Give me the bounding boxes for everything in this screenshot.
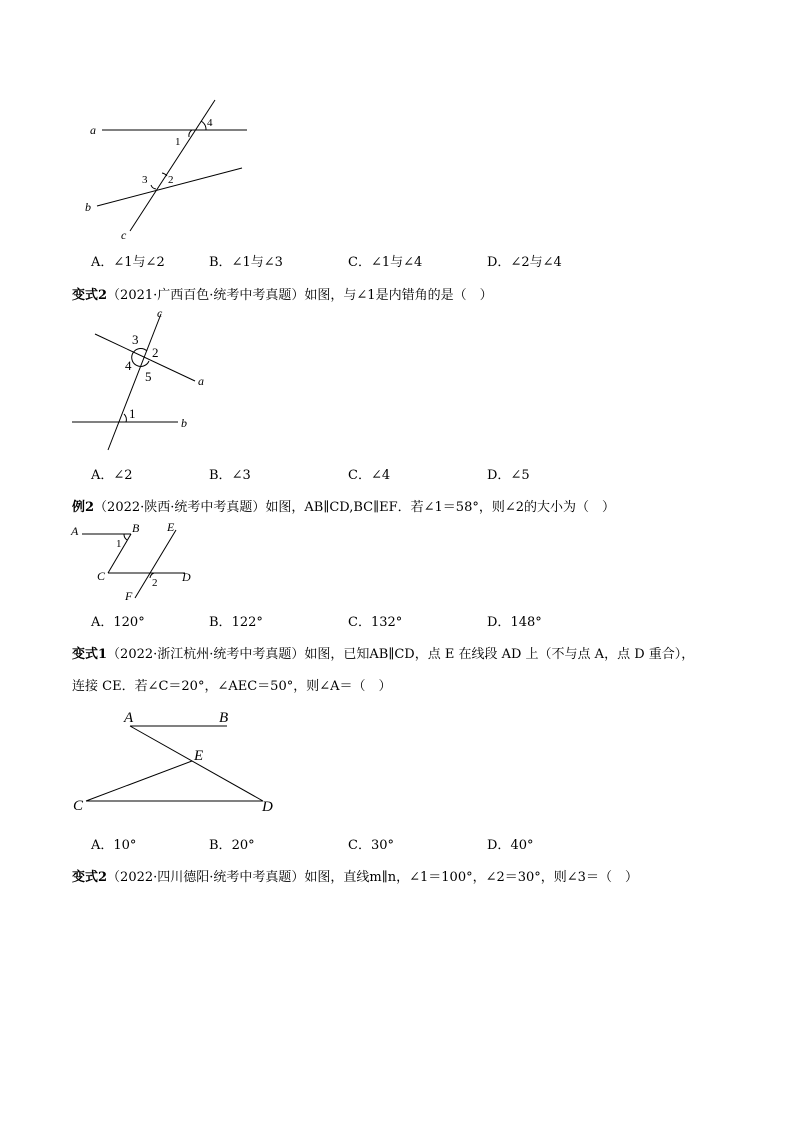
option-text: 148° bbox=[510, 615, 542, 630]
option-text: ∠2 bbox=[113, 468, 133, 483]
label-D: D bbox=[182, 570, 191, 584]
question-stem: 如图，直线m∥n，∠1＝100°，∠2＝30°，则∠3＝（ ） bbox=[304, 870, 638, 885]
option-text: ∠1与∠2 bbox=[113, 255, 165, 270]
option-d[interactable] bbox=[487, 611, 542, 630]
label-angle-2: 2 bbox=[152, 577, 158, 589]
label-a: a bbox=[90, 123, 96, 137]
angle-arc-3 bbox=[151, 185, 156, 189]
label-B: B bbox=[219, 710, 229, 726]
label-angle-3: 3 bbox=[142, 174, 148, 186]
label-angle-2: 2 bbox=[168, 174, 174, 186]
option-b[interactable] bbox=[209, 611, 263, 630]
option-key: C． bbox=[348, 615, 371, 630]
option-a[interactable] bbox=[91, 834, 136, 853]
question-tag: 变式1 bbox=[72, 647, 108, 662]
option-a[interactable] bbox=[91, 251, 165, 270]
option-text: 20° bbox=[231, 838, 255, 853]
label-E: E bbox=[167, 520, 175, 534]
option-b[interactable] bbox=[209, 251, 283, 270]
option-text: 120° bbox=[113, 615, 145, 630]
label-angle-1: 1 bbox=[116, 538, 122, 550]
question-source: （2021·广西百色·统考中考真题） bbox=[107, 288, 305, 303]
figure-parallel-lines-1 bbox=[80, 95, 260, 245]
label-E: E bbox=[194, 748, 204, 764]
question-tag: 变式2 bbox=[72, 288, 108, 303]
question-source: （2022·四川德阳·统考中考真题） bbox=[107, 870, 305, 885]
label-C: C bbox=[73, 798, 84, 814]
option-b[interactable] bbox=[209, 464, 251, 483]
option-key: C． bbox=[348, 838, 371, 853]
option-key: A． bbox=[91, 838, 114, 853]
option-text: 132° bbox=[370, 615, 403, 630]
label-angle-4: 4 bbox=[207, 117, 213, 129]
label-angle-2: 2 bbox=[152, 345, 159, 360]
option-d[interactable] bbox=[487, 464, 530, 483]
label-B: B bbox=[132, 521, 140, 535]
option-key: A． bbox=[91, 615, 114, 630]
option-text: ∠2与∠4 bbox=[510, 255, 562, 270]
option-key: B． bbox=[209, 468, 232, 483]
angle-arc-1 bbox=[124, 534, 127, 540]
option-text: 10° bbox=[113, 838, 137, 853]
segment-ce bbox=[86, 761, 192, 801]
option-c[interactable] bbox=[348, 611, 402, 630]
question-stem-line1: 如图，已知AB∥CD，点 E 在线段 AD 上（不与点 A，点 D 重合）， bbox=[304, 647, 695, 662]
question-stem: 如图，与∠1是内错角的是（ ） bbox=[304, 288, 493, 303]
angle-arc-1 bbox=[124, 414, 126, 422]
option-d[interactable] bbox=[487, 834, 533, 853]
option-key: D． bbox=[487, 468, 511, 483]
question-var2-deyang bbox=[72, 866, 638, 885]
question-example2 bbox=[72, 496, 615, 515]
label-b: b bbox=[85, 200, 91, 214]
label-c: c bbox=[157, 306, 163, 320]
label-b: b bbox=[181, 416, 187, 430]
option-key: B． bbox=[209, 255, 232, 270]
option-text: ∠1与∠3 bbox=[231, 255, 283, 270]
option-c[interactable] bbox=[348, 251, 422, 270]
option-text: ∠1与∠4 bbox=[370, 255, 423, 270]
option-b[interactable] bbox=[209, 834, 255, 853]
option-text: 122° bbox=[231, 615, 263, 630]
option-key: D． bbox=[487, 838, 511, 853]
option-text: 30° bbox=[370, 838, 394, 853]
question-var2-baise bbox=[72, 284, 493, 303]
label-angle-3: 3 bbox=[132, 332, 139, 347]
option-key: B． bbox=[209, 838, 232, 853]
option-key: C． bbox=[348, 255, 371, 270]
option-a[interactable] bbox=[91, 611, 145, 630]
question-source: （2022·陕西·统考中考真题） bbox=[94, 500, 266, 515]
option-key: A． bbox=[91, 255, 114, 270]
option-key: B． bbox=[209, 615, 232, 630]
question-stem: 如图，AB∥CD,BC∥EF．若∠1＝58°，则∠2的大小为（ ） bbox=[265, 500, 616, 515]
option-key: A． bbox=[91, 468, 114, 483]
figure-zigzag bbox=[68, 518, 208, 608]
option-text: ∠5 bbox=[510, 468, 530, 483]
label-F: F bbox=[125, 589, 133, 603]
question-source: （2022·浙江杭州·统考中考真题） bbox=[107, 647, 305, 662]
option-text: ∠3 bbox=[231, 468, 251, 483]
line-c bbox=[130, 100, 215, 231]
question-tag: 例2 bbox=[72, 500, 95, 515]
label-c: c bbox=[121, 228, 127, 242]
label-a: a bbox=[198, 374, 204, 388]
label-angle-1: 1 bbox=[175, 136, 181, 148]
option-c[interactable] bbox=[348, 464, 390, 483]
label-angle-5: 5 bbox=[145, 369, 152, 384]
label-angle-1: 1 bbox=[129, 406, 136, 421]
option-a[interactable] bbox=[91, 464, 133, 483]
option-key: D． bbox=[487, 615, 511, 630]
question-tag: 变式2 bbox=[72, 870, 108, 885]
option-text: 40° bbox=[510, 838, 534, 853]
question-var1-hangzhou bbox=[72, 643, 694, 662]
label-angle-4: 4 bbox=[125, 358, 132, 373]
label-C: C bbox=[97, 569, 106, 583]
option-c[interactable] bbox=[348, 834, 394, 853]
figure-parallel-lines-2 bbox=[65, 305, 215, 455]
question-stem-line2: 连接 CE．若∠C＝20°，∠AEC＝50°，则∠A＝（ ） bbox=[72, 679, 392, 694]
angle-arc-2 bbox=[162, 173, 167, 176]
option-text: ∠4 bbox=[370, 468, 391, 483]
figure-triangle bbox=[68, 705, 283, 820]
option-key: D． bbox=[487, 255, 511, 270]
option-key: C． bbox=[348, 468, 371, 483]
label-A: A bbox=[124, 710, 134, 726]
label-D: D bbox=[262, 799, 273, 815]
angle-arc-4 bbox=[201, 121, 206, 130]
option-d[interactable] bbox=[487, 251, 562, 270]
label-A: A bbox=[71, 524, 79, 538]
